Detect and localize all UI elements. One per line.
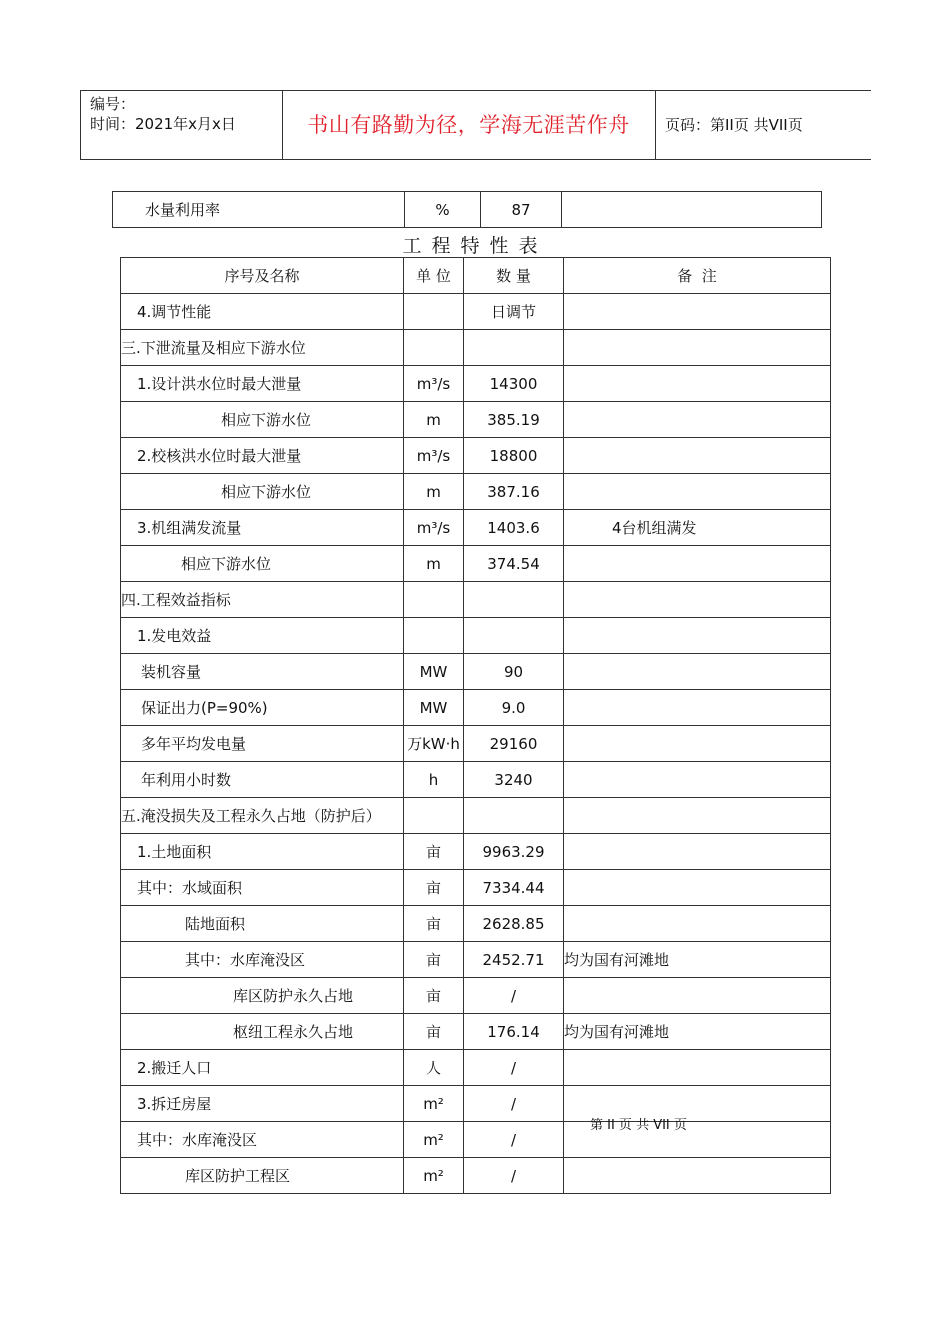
document-number-label: 编号： xyxy=(90,95,136,113)
row-value: 7334.44 xyxy=(464,870,564,906)
table-row xyxy=(121,1122,831,1158)
row-unit: 亩 xyxy=(404,1014,464,1050)
row-name: 装机容量 xyxy=(121,654,404,690)
row-note xyxy=(564,438,831,474)
row-note xyxy=(564,546,831,582)
row-value: 387.16 xyxy=(464,474,564,510)
row-name: 2.搬迁人口 xyxy=(121,1050,404,1086)
table-row xyxy=(121,294,831,330)
row-unit: m³/s xyxy=(404,366,464,402)
row-value: 2452.71 xyxy=(464,942,564,978)
row-name: 其中：水库淹没区 xyxy=(121,942,404,978)
row-value: / xyxy=(464,1158,564,1194)
header-page-cell xyxy=(656,91,871,159)
header-name: 序号及名称 xyxy=(121,258,404,294)
row-value: 385.19 xyxy=(464,402,564,438)
document-header xyxy=(80,90,871,160)
row-unit xyxy=(404,294,464,330)
table-row xyxy=(121,1050,831,1086)
row-name: 相应下游水位 xyxy=(121,474,404,510)
row-note xyxy=(564,582,831,618)
table-row xyxy=(121,726,831,762)
row-name: 相应下游水位 xyxy=(121,546,404,582)
row-note xyxy=(564,906,831,942)
row-note xyxy=(564,474,831,510)
page-footer-label: 第 II 页 共 VII 页 xyxy=(590,1118,687,1133)
row-value: 1403.6 xyxy=(464,510,564,546)
row-value: 3240 xyxy=(464,762,564,798)
row-name: 多年平均发电量 xyxy=(121,726,404,762)
row-note xyxy=(564,294,831,330)
row-name: 4.调节性能 xyxy=(121,294,404,330)
row-note xyxy=(564,618,831,654)
table-row xyxy=(121,690,831,726)
row-value: 29160 xyxy=(464,726,564,762)
header-value: 数 量 xyxy=(464,258,564,294)
row-unit: m³/s xyxy=(404,510,464,546)
table-row xyxy=(121,654,831,690)
row-value xyxy=(464,798,564,834)
row-unit: m² xyxy=(404,1122,464,1158)
row-value: 18800 xyxy=(464,438,564,474)
document-date-label: 时间：2021年x月x日 xyxy=(90,115,236,133)
page-code-label: 页码：第II页 共VII页 xyxy=(665,116,803,134)
row-name: 3.拆迁房屋 xyxy=(121,1086,404,1122)
row-unit: m xyxy=(404,402,464,438)
table-row xyxy=(121,942,831,978)
row-unit xyxy=(404,798,464,834)
water-utilization-table xyxy=(112,191,822,228)
header-note: 备 注 xyxy=(564,258,831,294)
row-note xyxy=(564,402,831,438)
row-value: 87 xyxy=(481,192,562,228)
row-unit: 亩 xyxy=(404,978,464,1014)
table-row xyxy=(121,366,831,402)
table-row xyxy=(121,1086,831,1122)
table-row xyxy=(121,906,831,942)
row-name: 1.设计洪水位时最大泄量 xyxy=(121,366,404,402)
table-row xyxy=(121,330,831,366)
row-value: 176.14 xyxy=(464,1014,564,1050)
row-unit: m² xyxy=(404,1086,464,1122)
row-unit: m² xyxy=(404,1158,464,1194)
row-value xyxy=(464,330,564,366)
table-row xyxy=(121,510,831,546)
table-row xyxy=(121,1158,831,1194)
row-unit: 万kW·h xyxy=(404,726,464,762)
row-note xyxy=(564,870,831,906)
row-value: 9.0 xyxy=(464,690,564,726)
table-row xyxy=(121,402,831,438)
row-value: 14300 xyxy=(464,366,564,402)
table-row xyxy=(121,438,831,474)
table-row xyxy=(121,834,831,870)
row-note: 均为国有河滩地 xyxy=(564,942,831,978)
row-name: 库区防护永久占地 xyxy=(121,978,404,1014)
row-value: 2628.85 xyxy=(464,906,564,942)
row-name: 1.土地面积 xyxy=(121,834,404,870)
row-value: 90 xyxy=(464,654,564,690)
header-motto-cell xyxy=(282,91,656,159)
row-unit xyxy=(404,582,464,618)
row-note xyxy=(564,330,831,366)
table-row xyxy=(121,978,831,1014)
row-name: 3.机组满发流量 xyxy=(121,510,404,546)
row-note xyxy=(562,192,822,228)
table-row xyxy=(121,870,831,906)
row-unit: MW xyxy=(404,690,464,726)
row-name: 其中：水域面积 xyxy=(121,870,404,906)
row-value: / xyxy=(464,1122,564,1158)
row-name: 2.校核洪水位时最大泄量 xyxy=(121,438,404,474)
table-row xyxy=(121,582,831,618)
row-note xyxy=(564,834,831,870)
row-unit: 人 xyxy=(404,1050,464,1086)
row-value: 日调节 xyxy=(464,294,564,330)
row-note xyxy=(564,1050,831,1086)
row-name: 四.工程效益指标 xyxy=(121,582,404,618)
row-note xyxy=(564,1158,831,1194)
row-unit: m xyxy=(404,546,464,582)
row-value xyxy=(464,582,564,618)
row-name: 其中：水库淹没区 xyxy=(121,1122,404,1158)
row-name: 五.淹没损失及工程永久占地（防护后） xyxy=(121,798,404,834)
table-row xyxy=(121,618,831,654)
row-note xyxy=(564,726,831,762)
row-unit: m³/s xyxy=(404,438,464,474)
row-unit: 亩 xyxy=(404,870,464,906)
table-row xyxy=(121,762,831,798)
table-caption: 工程特性表 xyxy=(402,235,548,257)
row-value: / xyxy=(464,1086,564,1122)
row-name: 年利用小时数 xyxy=(121,762,404,798)
row-value: 9963.29 xyxy=(464,834,564,870)
table-row xyxy=(113,192,822,228)
row-note xyxy=(564,798,831,834)
row-note xyxy=(564,978,831,1014)
table-row xyxy=(121,474,831,510)
row-note xyxy=(564,690,831,726)
row-unit xyxy=(404,330,464,366)
row-name: 相应下游水位 xyxy=(121,402,404,438)
row-note xyxy=(564,654,831,690)
row-value: / xyxy=(464,978,564,1014)
project-characteristics-table xyxy=(120,257,831,1194)
row-value: 374.54 xyxy=(464,546,564,582)
row-unit: h xyxy=(404,762,464,798)
row-name: 水量利用率 xyxy=(113,192,405,228)
row-name: 保证出力(P=90%) xyxy=(121,690,404,726)
row-note: 4台机组满发 xyxy=(564,510,831,546)
row-name: 库区防护工程区 xyxy=(121,1158,404,1194)
row-note xyxy=(564,762,831,798)
row-unit: 亩 xyxy=(404,942,464,978)
row-name: 三.下泄流量及相应下游水位 xyxy=(121,330,404,366)
row-value: / xyxy=(464,1050,564,1086)
row-unit: % xyxy=(405,192,481,228)
table-row xyxy=(121,1014,831,1050)
row-note: 均为国有河滩地 xyxy=(564,1014,831,1050)
row-unit: 亩 xyxy=(404,834,464,870)
row-note xyxy=(564,366,831,402)
row-unit: MW xyxy=(404,654,464,690)
motto-text: 书山有路勤为径，学海无涯苦作舟 xyxy=(307,113,630,137)
table-row xyxy=(121,546,831,582)
header-info-cell xyxy=(81,91,283,159)
row-unit: m xyxy=(404,474,464,510)
row-name: 枢纽工程永久占地 xyxy=(121,1014,404,1050)
row-name: 陆地面积 xyxy=(121,906,404,942)
header-unit: 单 位 xyxy=(404,258,464,294)
table-header-row xyxy=(121,258,831,294)
row-name: 1.发电效益 xyxy=(121,618,404,654)
row-value xyxy=(464,618,564,654)
row-unit xyxy=(404,618,464,654)
row-unit: 亩 xyxy=(404,906,464,942)
table-row xyxy=(121,798,831,834)
